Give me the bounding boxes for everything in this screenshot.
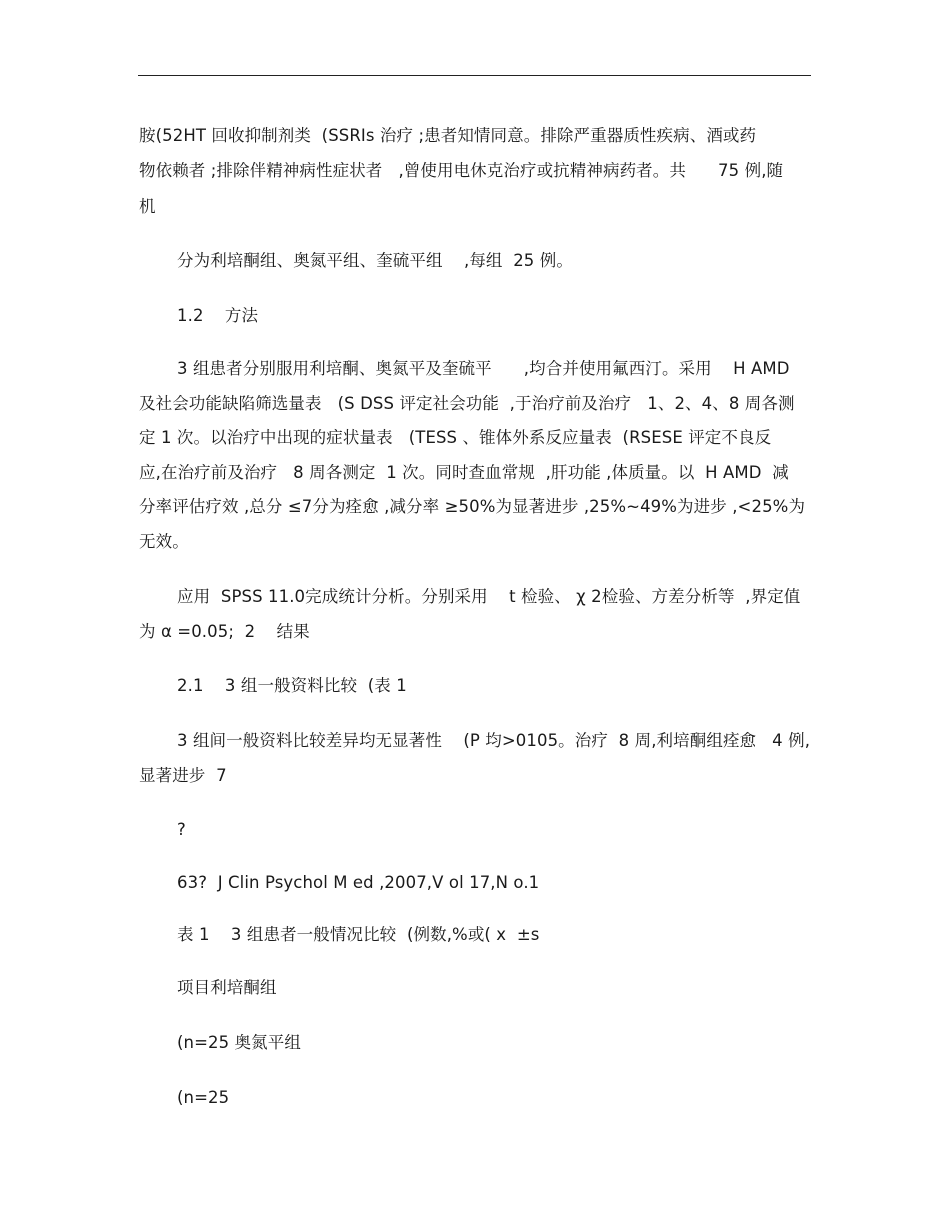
intro-line-2: 物依赖者 ;排除伴精神病性症状者 ,曾使用电休克治疗或抗精神病药者。共 75 例,随 [139,161,784,180]
method-line-6: 无效。 [139,532,189,551]
stats-line-1: 应用 SPSS 11.0完成统计分析。分别采用 t 检验、 χ 2检验、方差分析等 ,界定值 [177,587,801,606]
stats-line-2: 为 α =0.05; 2 结果 [139,622,310,641]
results-line-2: 显著进步 7 [139,766,227,785]
section-heading-1-2: 1.2 方法 [177,306,259,325]
intro-line-1: 胺(52HT 回收抑制剂类 (SSRIs 治疗 ;患者知情同意。排除严重器质性疾病、酒或药 [139,126,757,145]
question-mark: ? [177,820,186,839]
table-header-n: (n=25 [177,1088,230,1107]
results-line-1: 3 组间一般资料比较差异均无显著性 (P 均>0105。治疗 8 周,利培酮组痊愈 4 例, [177,731,811,750]
groups-paragraph: 分为利培酮组、奥氮平组、奎硫平组 ,每组 25 例。 [177,251,573,270]
intro-line-3: 机 [139,197,156,216]
journal-reference: 63? J Clin Psychol M ed ,2007,V ol 17,N o.1 [177,873,540,892]
table-caption: 表 1 3 组患者一般情况比较 (例数,%或( x ±s [177,925,540,944]
table-header-item: 项目利培酮组 [177,978,277,997]
method-line-5: 分率评估疗效 ,总分 ≤7分为痊愈 ,减分率 ≥50%为显著进步 ,25%~49%为进步 ,<25%为 [139,497,806,516]
method-line-1: 3 组患者分别服用利培酮、奥氮平及奎硫平 ,均合并使用氟西汀。采用 H AMD [177,359,790,378]
method-line-3: 定 1 次。以治疗中出现的症状量表 (TESS 、锥体外系反应量表 (RSESE 评定不良反 [139,428,772,447]
header-rule [138,75,811,76]
method-line-2: 及社会功能缺陷筛选量表 (S DSS 评定社会功能 ,于治疗前及治疗 1、2、4、8 周各测 [139,394,795,413]
method-line-4: 应,在治疗前及治疗 8 周各测定 1 次。同时查血常规 ,肝功能 ,体质量。以 H AMD 减 [139,463,789,482]
table-header-olanzapine: (n=25 奥氮平组 [177,1033,301,1052]
section-heading-2-1: 2.1 3 组一般资料比较 (表 1 [177,676,407,695]
